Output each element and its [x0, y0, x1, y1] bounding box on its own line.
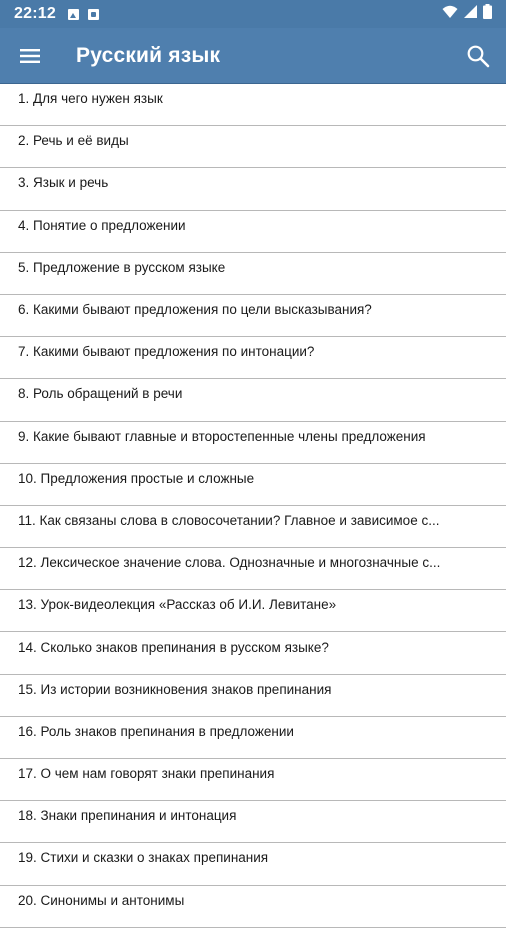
lessons-list — [0, 84, 506, 928]
lesson-list-item[interactable] — [0, 126, 506, 168]
search-icon[interactable] — [464, 42, 492, 70]
lesson-title: 10. Предложения простые и сложные — [18, 470, 255, 486]
lesson-list-item[interactable] — [0, 168, 506, 210]
lesson-list-item[interactable] — [0, 84, 506, 126]
lesson-title: 7. Какими бывают предложения по интонации? — [18, 344, 315, 360]
lesson-title: 16. Роль знаков препинания в предложении — [18, 723, 294, 739]
lesson-list-item[interactable] — [0, 675, 506, 717]
lesson-list-item[interactable] — [0, 801, 506, 843]
cellular-signal-icon — [464, 5, 477, 23]
lesson-title: 8. Роль обращений в речи — [18, 386, 183, 402]
lesson-list-item[interactable] — [0, 886, 506, 928]
lesson-list-item[interactable] — [0, 295, 506, 337]
lesson-title: 15. Из истории возникновения знаков препинания — [18, 681, 332, 697]
lesson-title: 4. Понятие о предложении — [18, 217, 186, 233]
lesson-title: 6. Какими бывают предложения по цели высказывания? — [18, 302, 372, 318]
lesson-title: 19. Стихи и сказки о знаках препинания — [18, 850, 269, 866]
lesson-list-item[interactable] — [0, 759, 506, 801]
lesson-list-item[interactable] — [0, 590, 506, 632]
lesson-list-item[interactable] — [0, 717, 506, 759]
lesson-list-item[interactable] — [0, 337, 506, 379]
app-title: Русский язык — [76, 43, 221, 67]
lesson-list-item[interactable] — [0, 253, 506, 295]
lesson-title: 13. Урок-видеолекция «Рассказ об И.И. Левитане» — [18, 597, 337, 613]
battery-icon — [483, 4, 492, 24]
lesson-list-item[interactable] — [0, 379, 506, 421]
status-bar — [0, 0, 506, 28]
hamburger-menu-icon[interactable] — [18, 44, 42, 68]
lesson-title: 18. Знаки препинания и интонация — [18, 808, 237, 824]
app-notification-icon — [88, 9, 99, 20]
lesson-list-item[interactable] — [0, 211, 506, 253]
notification-icons — [68, 9, 99, 20]
lesson-title: 11. Как связаны слова в словосочетании? Главное и зависимое с... — [18, 512, 440, 528]
image-icon — [68, 9, 79, 20]
lesson-list-item[interactable] — [0, 843, 506, 885]
lesson-title: 12. Лексическое значение слова. Однозначные и многозначные с... — [18, 555, 441, 571]
lesson-title: 17. О чем нам говорят знаки препинания — [18, 766, 275, 782]
lesson-title: 14. Сколько знаков препинания в русском языке? — [18, 639, 329, 655]
wifi-icon — [442, 5, 458, 24]
lesson-list-item[interactable] — [0, 632, 506, 674]
lesson-title: 5. Предложение в русском языке — [18, 259, 226, 275]
lesson-title: 2. Речь и её виды — [18, 133, 129, 149]
lesson-title: 1. Для чего нужен язык — [18, 91, 163, 107]
lesson-title: 9. Какие бывают главные и второстепенные члены предложения — [18, 428, 426, 444]
lesson-title: 3. Язык и речь — [18, 175, 109, 191]
lesson-list-item[interactable] — [0, 506, 506, 548]
lesson-list-item[interactable] — [0, 464, 506, 506]
lesson-list-item[interactable] — [0, 422, 506, 464]
lesson-list-item[interactable] — [0, 548, 506, 590]
lesson-title: 20. Синонимы и антонимы — [18, 892, 185, 908]
app-bar — [0, 28, 506, 84]
system-icons — [442, 4, 492, 24]
status-time: 22:12 — [14, 5, 56, 22]
